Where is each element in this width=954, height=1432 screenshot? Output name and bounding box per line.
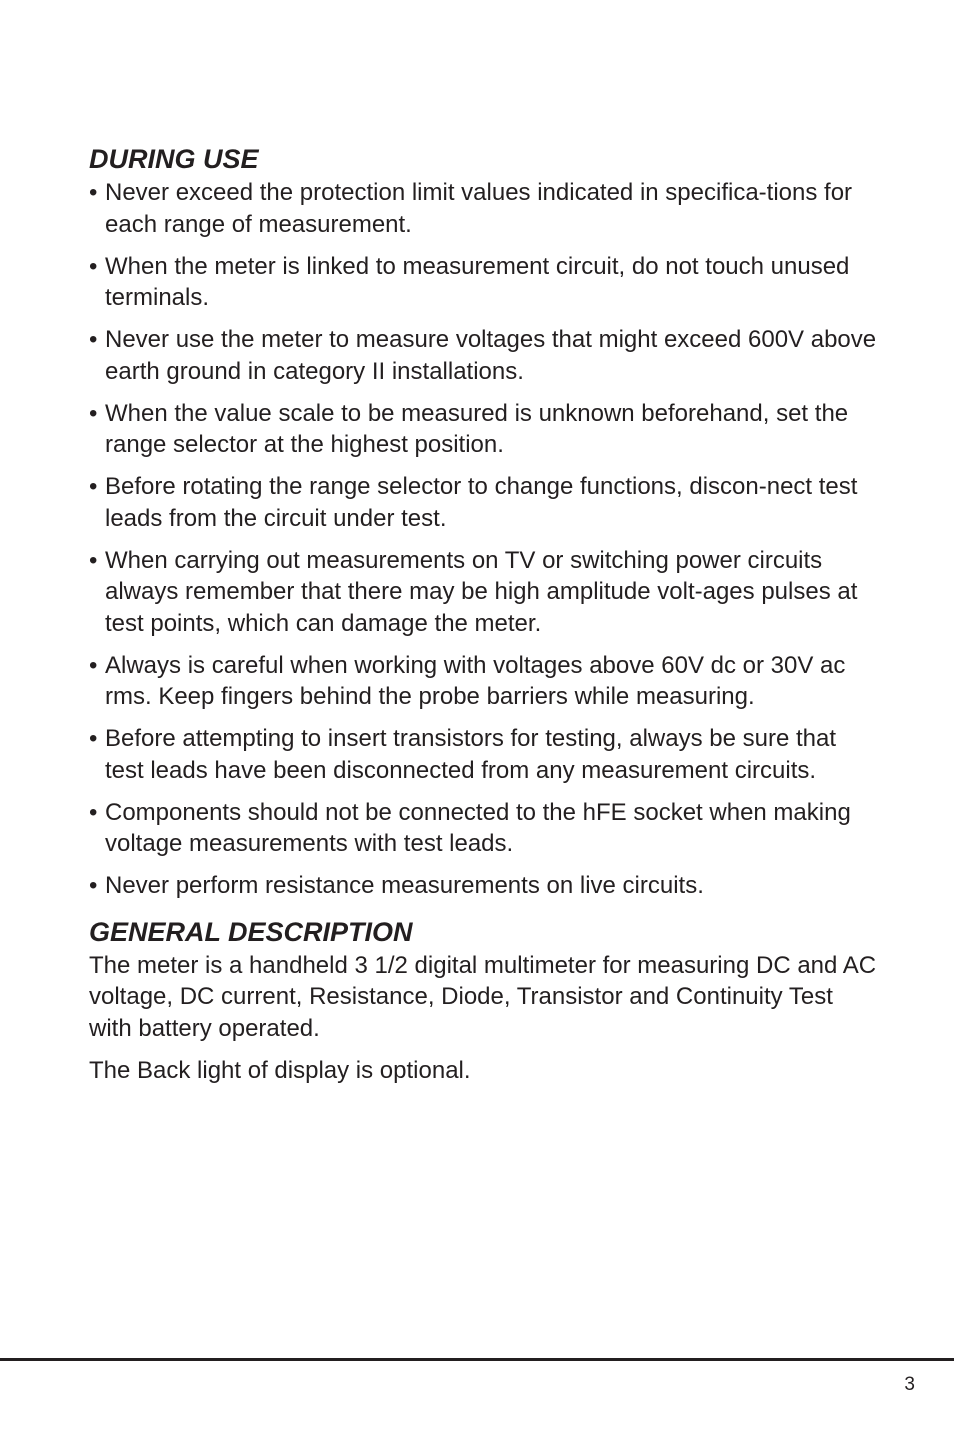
list-item-text: Before rotating the range selector to change functions, discon-nect test leads from the circuit under test. [105, 473, 858, 532]
bullet-icon: • [89, 399, 98, 427]
bullet-icon: • [89, 473, 98, 500]
list-item [89, 177, 879, 240]
list-item-text: Never exceed the protection limit values indicated in specifica-tions for each range of measurement. [105, 179, 853, 238]
list-item [89, 471, 879, 534]
list-item [89, 324, 879, 387]
list-item [89, 545, 879, 640]
list-item [89, 870, 879, 902]
list-item-text: Never perform resistance measurements on live circuits. [105, 872, 704, 899]
page-number: 3 [904, 1374, 915, 1395]
list-item-text: When carrying out measurements on TV or switching power circuits always remember that there may be high amplitude volt-ages pulses at test points, which can damage the meter. [105, 546, 858, 637]
backlight-paragraph: The Back light of display is optional. [89, 1056, 471, 1084]
list-item-text: When the meter is linked to measurement circuit, do not touch unused terminals. [105, 252, 850, 311]
bullet-icon: • [89, 651, 98, 679]
list-item-text: Never use the meter to measure voltages that might exceed 600V above earth ground in category II installations. [105, 326, 877, 385]
bullet-icon: • [89, 798, 98, 826]
list-item [89, 723, 879, 786]
bullet-icon: • [89, 179, 98, 206]
bullet-icon: • [89, 725, 98, 752]
footer-divider [0, 1358, 954, 1361]
list-item-text: When the value scale to be measured is unknown beforehand, set the range selector at the highest position. [105, 399, 849, 458]
bullet-icon: • [89, 546, 98, 574]
list-item [89, 797, 879, 860]
page-content [89, 141, 879, 1097]
general-description-heading: GENERAL DESCRIPTION [89, 916, 413, 947]
during-use-list [89, 177, 879, 902]
bullet-icon: • [89, 252, 98, 280]
list-item [89, 251, 879, 314]
list-item-text: Always is careful when working with voltages above 60V dc or 30V ac rms. Keep fingers behind the probe barriers while measuring. [105, 651, 846, 710]
list-item [89, 650, 879, 713]
list-item-text: Before attempting to insert transistors for testing, always be sure that test leads have been disconnected from any measurement circuits. [105, 725, 837, 784]
list-item [89, 398, 879, 461]
bullet-icon: • [89, 872, 98, 899]
bullet-icon: • [89, 326, 98, 353]
description-paragraph: The meter is a handheld 3 1/2 digital multimeter for measuring DC and AC voltage, DC current, Resistance, Diode, Transistor and Continuity Test with battery operated. [89, 951, 877, 1042]
during-use-heading: DURING USE [89, 144, 259, 174]
list-item-text: Components should not be connected to the hFE socket when making voltage measurements with test leads. [105, 798, 851, 857]
